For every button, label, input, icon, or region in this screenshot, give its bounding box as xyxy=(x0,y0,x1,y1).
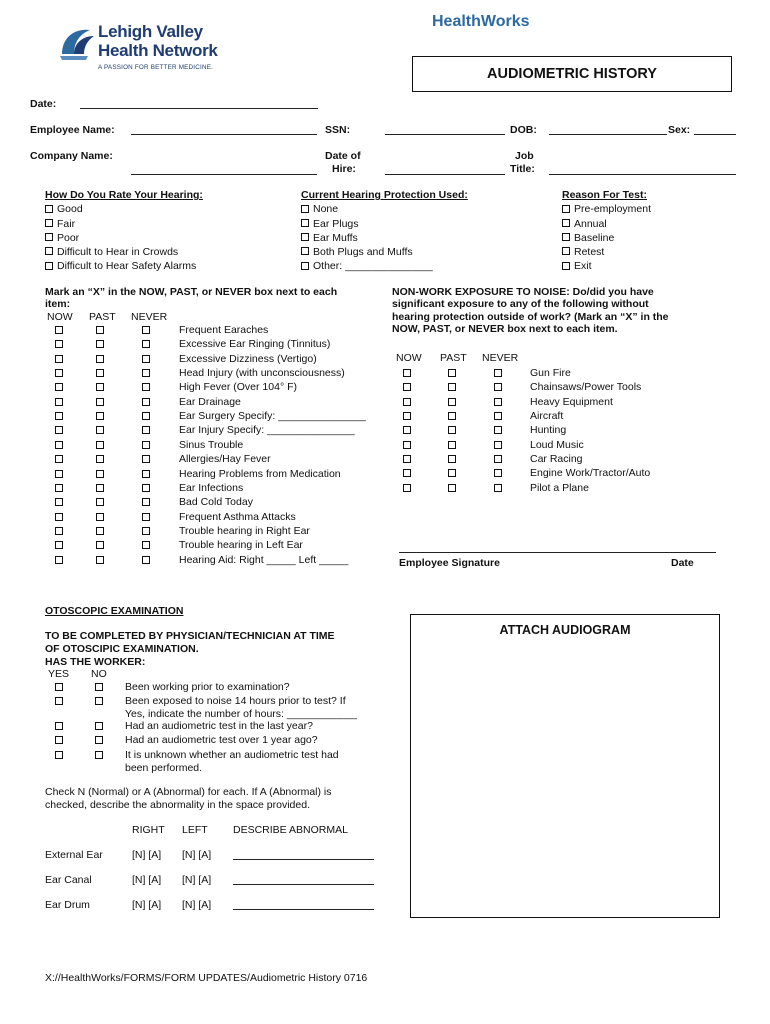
checkbox[interactable] xyxy=(562,247,570,255)
now-checkbox[interactable] xyxy=(403,469,411,477)
exam-right-options[interactable]: [N] [A] xyxy=(132,849,162,861)
now-checkbox[interactable] xyxy=(55,369,63,377)
past-checkbox[interactable] xyxy=(448,455,456,463)
symptoms-instruction-1: Mark an “X” in the NOW, PAST, or NEVER box next to each xyxy=(45,286,338,298)
checkbox[interactable] xyxy=(301,247,309,255)
never-checkbox[interactable] xyxy=(142,398,150,406)
never-checkbox[interactable] xyxy=(494,484,502,492)
exam-col-right: RIGHT xyxy=(132,824,165,836)
never-checkbox[interactable] xyxy=(142,412,150,420)
symptom-label: Head Injury (with unconsciousness) xyxy=(179,367,345,380)
reason-option-label: Retest xyxy=(574,246,605,259)
past-checkbox[interactable] xyxy=(96,383,104,391)
check-note-1: Check N (Normal) or A (Abnormal) for each. If A (Abnormal) is xyxy=(45,786,332,798)
past-checkbox[interactable] xyxy=(96,541,104,549)
never-checkbox[interactable] xyxy=(142,340,150,348)
form-title-box xyxy=(412,56,732,92)
checkbox[interactable] xyxy=(562,233,570,241)
symptoms-col-now: NOW xyxy=(47,311,73,323)
never-checkbox[interactable] xyxy=(142,484,150,492)
ssn-field[interactable] xyxy=(385,134,505,135)
exam-row-label: Ear Drum xyxy=(45,899,90,911)
company-name-field[interactable] xyxy=(131,174,317,175)
noise-label: Loud Music xyxy=(530,438,584,451)
symptom-label: Frequent Earaches xyxy=(179,324,269,336)
now-checkbox[interactable] xyxy=(55,527,63,535)
signature-line[interactable] xyxy=(399,552,716,553)
no-checkbox[interactable] xyxy=(95,751,103,759)
date-of-hire-field[interactable] xyxy=(385,174,505,175)
checkbox[interactable] xyxy=(301,262,309,270)
protection-option-label: None xyxy=(313,203,339,216)
protection-option-label: Other: _______________ xyxy=(313,260,433,273)
question-working: Been working prior to examination? xyxy=(125,681,290,693)
otoscopic-instruction-3: HAS THE WORKER: xyxy=(45,656,146,668)
healthworks-title: HealthWorks xyxy=(432,13,530,30)
date-field[interactable] xyxy=(80,108,318,109)
hearing-option[interactable] xyxy=(45,231,203,245)
brand-name-line2: Health Network xyxy=(98,41,218,60)
past-checkbox[interactable] xyxy=(448,369,456,377)
date-of-hire-label-2: Hire: xyxy=(332,163,356,175)
past-checkbox[interactable] xyxy=(448,383,456,391)
now-checkbox[interactable] xyxy=(403,412,411,420)
exam-left-options[interactable]: [N] [A] xyxy=(182,874,212,886)
employee-signature-label: Employee Signature xyxy=(399,557,500,569)
reason-option-label: Pre-employment xyxy=(574,203,652,216)
noise-col-past: PAST xyxy=(440,352,467,364)
now-checkbox[interactable] xyxy=(55,326,63,334)
hearing-option-label: Difficult to Hear in Crowds xyxy=(57,246,179,259)
now-checkbox[interactable] xyxy=(55,398,63,406)
past-checkbox[interactable] xyxy=(96,355,104,363)
past-checkbox[interactable] xyxy=(96,484,104,492)
past-checkbox[interactable] xyxy=(96,455,104,463)
checkbox[interactable] xyxy=(45,233,53,241)
brand-logo xyxy=(58,18,238,78)
checkbox[interactable] xyxy=(45,219,53,227)
never-checkbox[interactable] xyxy=(494,455,502,463)
protection-option-label: Ear Plugs xyxy=(313,217,359,230)
never-checkbox[interactable] xyxy=(142,369,150,377)
no-checkbox[interactable] xyxy=(95,736,103,744)
form-title: AUDIOMETRIC HISTORY xyxy=(487,66,657,82)
never-checkbox[interactable] xyxy=(494,383,502,391)
checkbox[interactable] xyxy=(45,262,53,270)
past-checkbox[interactable] xyxy=(448,398,456,406)
now-checkbox[interactable] xyxy=(55,426,63,434)
attach-audiogram-box[interactable] xyxy=(410,614,720,918)
employee-name-field[interactable] xyxy=(131,134,317,135)
exam-left-options[interactable]: [N] [A] xyxy=(182,899,212,911)
reason-option[interactable] xyxy=(562,231,651,245)
otoscopic-col-yes: YES xyxy=(48,668,70,680)
past-checkbox[interactable] xyxy=(96,498,104,506)
checkbox[interactable] xyxy=(562,262,570,270)
company-name-label: Company Name: xyxy=(30,150,113,162)
noise-label: Aircraft xyxy=(530,410,564,423)
never-checkbox[interactable] xyxy=(142,527,150,535)
question-noise-exposure: Been exposed to noise 14 hours prior to test? If xyxy=(125,695,346,707)
describe-abnormal-field[interactable] xyxy=(233,909,374,910)
protection-option[interactable] xyxy=(301,259,468,273)
now-checkbox[interactable] xyxy=(55,556,63,564)
hearing-option[interactable] xyxy=(45,202,203,216)
reason-option[interactable] xyxy=(562,202,651,216)
otoscopic-title: OTOSCOPIC EXAMINATION xyxy=(45,605,184,617)
no-checkbox[interactable] xyxy=(95,722,103,730)
date-label: Date: xyxy=(30,98,57,110)
past-checkbox[interactable] xyxy=(96,398,104,406)
never-checkbox[interactable] xyxy=(494,469,502,477)
reason-group xyxy=(562,188,651,274)
reason-option[interactable] xyxy=(562,245,651,259)
no-checkbox[interactable] xyxy=(95,683,103,691)
noise-label: Chainsaws/Power Tools xyxy=(530,381,642,394)
now-checkbox[interactable] xyxy=(403,441,411,449)
job-title-label-2: Title: xyxy=(510,163,535,175)
now-checkbox[interactable] xyxy=(55,498,63,506)
reason-title: Reason For Test: xyxy=(562,189,647,201)
never-checkbox[interactable] xyxy=(494,398,502,406)
job-title-label-1: Job xyxy=(515,150,534,162)
noise-instruction-4: NOW, PAST, or NEVER box next to each item. xyxy=(392,323,618,335)
never-checkbox[interactable] xyxy=(142,470,150,478)
now-checkbox[interactable] xyxy=(55,541,63,549)
past-checkbox[interactable] xyxy=(448,484,456,492)
never-checkbox[interactable] xyxy=(494,426,502,434)
symptom-label: Allergies/Hay Fever xyxy=(179,453,271,466)
now-checkbox[interactable] xyxy=(55,470,63,478)
noise-instruction-2: significant exposure to any of the following without xyxy=(392,298,649,310)
exam-right-options[interactable]: [N] [A] xyxy=(132,899,162,911)
question-noise-hours: Yes, indicate the number of hours: ____________ xyxy=(125,708,357,720)
yes-checkbox[interactable] xyxy=(55,722,63,730)
never-checkbox[interactable] xyxy=(142,355,150,363)
symptom-label: Trouble hearing in Left Ear xyxy=(179,539,303,552)
never-checkbox[interactable] xyxy=(142,326,150,334)
reason-option-label: Baseline xyxy=(574,231,615,244)
now-checkbox[interactable] xyxy=(403,455,411,463)
past-checkbox[interactable] xyxy=(96,513,104,521)
symptom-label: Hearing Problems from Medication xyxy=(179,467,341,480)
dob-field[interactable] xyxy=(549,134,667,135)
describe-abnormal-field[interactable] xyxy=(233,884,374,885)
symptom-label: Trouble hearing in Right Ear xyxy=(179,524,310,537)
past-checkbox[interactable] xyxy=(448,426,456,434)
check-note-2: checked, describe the abnormality in the space provided. xyxy=(45,799,310,811)
never-checkbox[interactable] xyxy=(494,441,502,449)
now-checkbox[interactable] xyxy=(55,441,63,449)
dob-label: DOB: xyxy=(510,124,537,136)
now-checkbox[interactable] xyxy=(403,383,411,391)
never-checkbox[interactable] xyxy=(142,513,150,521)
noise-label: Gun Fire xyxy=(530,367,571,379)
protection-option[interactable] xyxy=(301,231,468,245)
now-checkbox[interactable] xyxy=(403,369,411,377)
past-checkbox[interactable] xyxy=(96,556,104,564)
date-of-hire-label-1: Date of xyxy=(325,150,361,162)
hearing-option-label: Difficult to Hear Safety Alarms xyxy=(57,260,197,273)
exam-col-describe: DESCRIBE ABNORMAL xyxy=(233,824,348,836)
symptom-label: Bad Cold Today xyxy=(179,496,253,509)
yes-checkbox[interactable] xyxy=(55,683,63,691)
reason-option[interactable] xyxy=(562,217,651,231)
hearing-rating-group xyxy=(45,188,203,274)
never-checkbox[interactable] xyxy=(494,369,502,377)
protection-option-label: Ear Muffs xyxy=(313,231,358,244)
sex-label: Sex: xyxy=(668,124,691,136)
protection-option[interactable] xyxy=(301,217,468,231)
past-checkbox[interactable] xyxy=(96,340,104,348)
symptom-label: Sinus Trouble xyxy=(179,438,244,451)
past-checkbox[interactable] xyxy=(448,412,456,420)
now-checkbox[interactable] xyxy=(55,455,63,463)
exam-row-label: External Ear xyxy=(45,849,103,861)
otoscopic-instruction-2: OF OTOSCIPIC EXAMINATION. xyxy=(45,643,199,655)
symptoms-col-never: NEVER xyxy=(131,311,168,323)
reason-option-label: Exit xyxy=(574,260,592,273)
protection-option[interactable] xyxy=(301,202,468,216)
now-checkbox[interactable] xyxy=(55,340,63,348)
checkbox[interactable] xyxy=(301,205,309,213)
past-checkbox[interactable] xyxy=(448,469,456,477)
exam-left-options[interactable]: [N] [A] xyxy=(182,849,212,861)
past-checkbox[interactable] xyxy=(96,470,104,478)
past-checkbox[interactable] xyxy=(96,412,104,420)
symptom-label: Ear Surgery Specify: _______________ xyxy=(179,410,366,423)
never-checkbox[interactable] xyxy=(142,441,150,449)
brand-tagline: A PASSION FOR BETTER MEDICINE. xyxy=(98,64,214,71)
hearing-option[interactable] xyxy=(45,259,203,273)
symptom-label: High Fever (Over 104° F) xyxy=(179,381,297,394)
question-unknown-2: been performed. xyxy=(125,762,203,774)
lvhn-logo-icon xyxy=(58,24,96,62)
symptom-label: Ear Injury Specify: _______________ xyxy=(179,424,355,437)
question-unknown-1: It is unknown whether an audiometric test had xyxy=(125,749,339,761)
past-checkbox[interactable] xyxy=(96,369,104,377)
symptom-label: Ear Drainage xyxy=(179,395,241,408)
never-checkbox[interactable] xyxy=(142,541,150,549)
now-checkbox[interactable] xyxy=(55,412,63,420)
now-checkbox[interactable] xyxy=(55,484,63,492)
exam-row-label: Ear Canal xyxy=(45,874,92,886)
protection-option[interactable] xyxy=(301,245,468,259)
never-checkbox[interactable] xyxy=(494,412,502,420)
reason-option-label: Annual xyxy=(574,217,607,230)
hearing-rating-title: How Do You Rate Your Hearing: xyxy=(45,189,203,201)
yes-checkbox[interactable] xyxy=(55,736,63,744)
hearing-option-label: Fair xyxy=(57,217,76,230)
symptoms-instruction-2: item: xyxy=(45,298,71,310)
checkbox[interactable] xyxy=(301,233,309,241)
yes-checkbox[interactable] xyxy=(55,697,63,705)
past-checkbox[interactable] xyxy=(96,441,104,449)
no-checkbox[interactable] xyxy=(95,697,103,705)
describe-abnormal-field[interactable] xyxy=(233,859,374,860)
noise-label: Pilot a Plane xyxy=(530,481,589,494)
symptom-label: Hearing Aid: Right _____ Left _____ xyxy=(179,553,349,566)
now-checkbox[interactable] xyxy=(403,398,411,406)
protection-option-label: Both Plugs and Muffs xyxy=(313,246,413,259)
yes-checkbox[interactable] xyxy=(55,751,63,759)
checkbox[interactable] xyxy=(562,205,570,213)
never-checkbox[interactable] xyxy=(142,498,150,506)
now-checkbox[interactable] xyxy=(55,383,63,391)
employee-name-label: Employee Name: xyxy=(30,124,115,136)
checkbox[interactable] xyxy=(45,247,53,255)
noise-label: Heavy Equipment xyxy=(530,395,613,408)
ssn-label: SSN: xyxy=(325,124,351,136)
checkbox[interactable] xyxy=(562,219,570,227)
checkbox[interactable] xyxy=(301,219,309,227)
hearing-option-label: Good xyxy=(57,203,83,216)
past-checkbox[interactable] xyxy=(96,527,104,535)
never-checkbox[interactable] xyxy=(142,455,150,463)
checkbox[interactable] xyxy=(45,205,53,213)
noise-label: Engine Work/Tractor/Auto xyxy=(530,467,651,480)
noise-instruction-1: NON-WORK EXPOSURE TO NOISE: Do/did you have xyxy=(392,286,654,298)
symptom-label: Excessive Ear Ringing (Tinnitus) xyxy=(179,338,331,351)
symptom-label: Excessive Dizziness (Vertigo) xyxy=(179,352,317,365)
protection-group xyxy=(301,188,468,274)
noise-label: Car Racing xyxy=(530,453,583,466)
past-checkbox[interactable] xyxy=(96,326,104,334)
past-checkbox[interactable] xyxy=(96,426,104,434)
noise-label: Hunting xyxy=(530,424,567,437)
noise-col-never: NEVER xyxy=(482,352,519,364)
job-title-field[interactable] xyxy=(549,174,736,175)
never-checkbox[interactable] xyxy=(142,556,150,564)
question-test-last-year: Had an audiometric test in the last year? xyxy=(125,720,313,732)
sex-field[interactable] xyxy=(694,134,736,135)
now-checkbox[interactable] xyxy=(55,355,63,363)
now-checkbox[interactable] xyxy=(403,426,411,434)
exam-right-options[interactable]: [N] [A] xyxy=(132,874,162,886)
hearing-option-label: Poor xyxy=(57,231,80,244)
past-checkbox[interactable] xyxy=(448,441,456,449)
signature-date-label: Date xyxy=(671,557,694,569)
hearing-option[interactable] xyxy=(45,245,203,259)
hearing-option[interactable] xyxy=(45,217,203,231)
reason-option[interactable] xyxy=(562,259,651,273)
otoscopic-instruction-1: TO BE COMPLETED BY PHYSICIAN/TECHNICIAN AT TIME xyxy=(45,630,335,642)
never-checkbox[interactable] xyxy=(142,383,150,391)
never-checkbox[interactable] xyxy=(142,426,150,434)
footer-path: X://HealthWorks/FORMS/FORM UPDATES/Audiometric History 0716 xyxy=(45,972,368,984)
attach-audiogram-title: ATTACH AUDIOGRAM xyxy=(499,623,631,637)
question-test-over-year: Had an audiometric test over 1 year ago? xyxy=(125,734,318,746)
now-checkbox[interactable] xyxy=(403,484,411,492)
protection-title: Current Hearing Protection Used: xyxy=(301,189,468,201)
otoscopic-col-no: NO xyxy=(91,668,107,680)
noise-col-now: NOW xyxy=(396,352,422,364)
brand-name-line1: Lehigh Valley xyxy=(98,22,203,41)
symptoms-col-past: PAST xyxy=(89,311,116,323)
now-checkbox[interactable] xyxy=(55,513,63,521)
symptom-label: Ear Infections xyxy=(179,481,244,494)
exam-col-left: LEFT xyxy=(182,824,208,836)
noise-instruction-3: hearing protection outside of work? (Mark an “X” in the xyxy=(392,311,669,323)
symptom-label: Frequent Asthma Attacks xyxy=(179,510,296,523)
